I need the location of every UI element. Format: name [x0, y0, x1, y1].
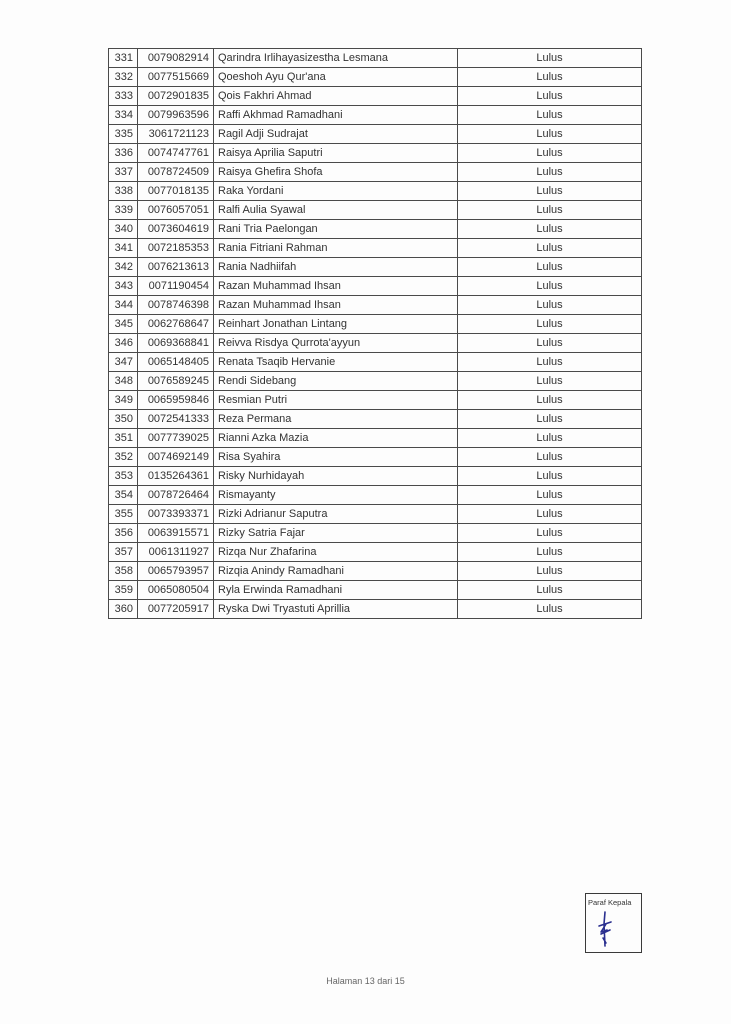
student-name-cell: Rizky Satria Fajar: [214, 524, 458, 543]
student-results-table: [108, 48, 642, 619]
student-name-cell: Rendi Sidebang: [214, 372, 458, 391]
status-cell: Lulus: [458, 144, 642, 163]
status-cell: Lulus: [458, 220, 642, 239]
student-name-cell: Rismayanty: [214, 486, 458, 505]
status-cell: Lulus: [458, 391, 642, 410]
row-number-cell: 331: [109, 49, 138, 68]
table-row: [109, 144, 642, 163]
nisn-cell: 0065793957: [138, 562, 214, 581]
nisn-cell: 0079082914: [138, 49, 214, 68]
status-cell: Lulus: [458, 125, 642, 144]
row-number-cell: 332: [109, 68, 138, 87]
row-number-cell: 351: [109, 429, 138, 448]
nisn-cell: 0077205917: [138, 600, 214, 619]
status-cell: Lulus: [458, 87, 642, 106]
student-name-cell: Rania Nadhiifah: [214, 258, 458, 277]
nisn-cell: 0078726464: [138, 486, 214, 505]
table-row: [109, 258, 642, 277]
table-row: [109, 239, 642, 258]
status-cell: Lulus: [458, 448, 642, 467]
row-number-cell: 356: [109, 524, 138, 543]
status-cell: Lulus: [458, 581, 642, 600]
nisn-cell: 0078746398: [138, 296, 214, 315]
nisn-cell: 0065148405: [138, 353, 214, 372]
paraf-label: Paraf Kepala: [588, 898, 632, 907]
table-row: [109, 220, 642, 239]
student-name-cell: Renata Tsaqib Hervanie: [214, 353, 458, 372]
student-name-cell: Ryska Dwi Tryastuti Aprillia: [214, 600, 458, 619]
nisn-cell: 0076213613: [138, 258, 214, 277]
student-name-cell: Risky Nurhidayah: [214, 467, 458, 486]
status-cell: Lulus: [458, 562, 642, 581]
row-number-cell: 333: [109, 87, 138, 106]
row-number-cell: 355: [109, 505, 138, 524]
table-row: [109, 600, 642, 619]
student-name-cell: Resmian Putri: [214, 391, 458, 410]
nisn-cell: 0077515669: [138, 68, 214, 87]
student-name-cell: Rani Tria Paelongan: [214, 220, 458, 239]
row-number-cell: 353: [109, 467, 138, 486]
student-name-cell: Razan Muhammad Ihsan: [214, 296, 458, 315]
table-row: [109, 201, 642, 220]
status-cell: Lulus: [458, 353, 642, 372]
status-cell: Lulus: [458, 486, 642, 505]
table-row: [109, 524, 642, 543]
row-number-cell: 346: [109, 334, 138, 353]
status-cell: Lulus: [458, 505, 642, 524]
table-row: [109, 467, 642, 486]
student-name-cell: Ryla Erwinda Ramadhani: [214, 581, 458, 600]
row-number-cell: 341: [109, 239, 138, 258]
student-name-cell: Raisya Aprilia Saputri: [214, 144, 458, 163]
row-number-cell: 342: [109, 258, 138, 277]
page-number: Halaman 13 dari 15: [326, 976, 405, 986]
status-cell: Lulus: [458, 410, 642, 429]
status-cell: Lulus: [458, 334, 642, 353]
student-name-cell: Ralfi Aulia Syawal: [214, 201, 458, 220]
status-cell: Lulus: [458, 68, 642, 87]
nisn-cell: 0072541333: [138, 410, 214, 429]
row-number-cell: 347: [109, 353, 138, 372]
student-name-cell: Reza Permana: [214, 410, 458, 429]
nisn-cell: 0077018135: [138, 182, 214, 201]
table-row: [109, 182, 642, 201]
student-name-cell: Rania Fitriani Rahman: [214, 239, 458, 258]
student-name-cell: Rianni Azka Mazia: [214, 429, 458, 448]
student-name-cell: Qois Fakhri Ahmad: [214, 87, 458, 106]
signature-icon: [594, 910, 616, 948]
row-number-cell: 334: [109, 106, 138, 125]
status-cell: Lulus: [458, 467, 642, 486]
nisn-cell: 0074747761: [138, 144, 214, 163]
nisn-cell: 0076057051: [138, 201, 214, 220]
table-row: [109, 125, 642, 144]
student-name-cell: Raffi Akhmad Ramadhani: [214, 106, 458, 125]
nisn-cell: 0077739025: [138, 429, 214, 448]
table-row: [109, 277, 642, 296]
nisn-cell: 0079963596: [138, 106, 214, 125]
table-row: [109, 486, 642, 505]
status-cell: Lulus: [458, 372, 642, 391]
nisn-cell: 0069368841: [138, 334, 214, 353]
table-row: [109, 391, 642, 410]
row-number-cell: 358: [109, 562, 138, 581]
nisn-cell: 0076589245: [138, 372, 214, 391]
table-row: [109, 505, 642, 524]
row-number-cell: 339: [109, 201, 138, 220]
nisn-cell: 0072901835: [138, 87, 214, 106]
status-cell: Lulus: [458, 543, 642, 562]
row-number-cell: 360: [109, 600, 138, 619]
status-cell: Lulus: [458, 163, 642, 182]
nisn-cell: 0063915571: [138, 524, 214, 543]
status-cell: Lulus: [458, 239, 642, 258]
nisn-cell: 0071190454: [138, 277, 214, 296]
status-cell: Lulus: [458, 49, 642, 68]
nisn-cell: 3061721123: [138, 125, 214, 144]
table-row: [109, 410, 642, 429]
status-cell: Lulus: [458, 524, 642, 543]
row-number-cell: 359: [109, 581, 138, 600]
status-cell: Lulus: [458, 600, 642, 619]
nisn-cell: 0065080504: [138, 581, 214, 600]
status-cell: Lulus: [458, 315, 642, 334]
row-number-cell: 352: [109, 448, 138, 467]
status-cell: Lulus: [458, 429, 642, 448]
student-name-cell: Reinhart Jonathan Lintang: [214, 315, 458, 334]
row-number-cell: 357: [109, 543, 138, 562]
row-number-cell: 354: [109, 486, 138, 505]
row-number-cell: 337: [109, 163, 138, 182]
table-row: [109, 372, 642, 391]
row-number-cell: 343: [109, 277, 138, 296]
row-number-cell: 348: [109, 372, 138, 391]
table-row: [109, 562, 642, 581]
table-row: [109, 87, 642, 106]
nisn-cell: 0074692149: [138, 448, 214, 467]
table-row: [109, 49, 642, 68]
row-number-cell: 350: [109, 410, 138, 429]
student-name-cell: Rizqa Nur Zhafarina: [214, 543, 458, 562]
row-number-cell: 336: [109, 144, 138, 163]
nisn-cell: 0061311927: [138, 543, 214, 562]
row-number-cell: 335: [109, 125, 138, 144]
student-name-cell: Qoeshoh Ayu Qur'ana: [214, 68, 458, 87]
status-cell: Lulus: [458, 201, 642, 220]
table-row: [109, 296, 642, 315]
paraf-kepala-box: [585, 893, 642, 953]
table-row: [109, 581, 642, 600]
row-number-cell: 345: [109, 315, 138, 334]
nisn-cell: 0065959846: [138, 391, 214, 410]
row-number-cell: 338: [109, 182, 138, 201]
student-name-cell: Rizqia Anindy Ramadhani: [214, 562, 458, 581]
table-row: [109, 448, 642, 467]
student-name-cell: Qarindra Irlihayasizestha Lesmana: [214, 49, 458, 68]
status-cell: Lulus: [458, 258, 642, 277]
table-row: [109, 334, 642, 353]
status-cell: Lulus: [458, 277, 642, 296]
table-row: [109, 353, 642, 372]
status-cell: Lulus: [458, 296, 642, 315]
nisn-cell: 0073604619: [138, 220, 214, 239]
status-cell: Lulus: [458, 182, 642, 201]
nisn-cell: 0072185353: [138, 239, 214, 258]
row-number-cell: 340: [109, 220, 138, 239]
student-name-cell: Reivva Risdya Qurrota'ayyun: [214, 334, 458, 353]
nisn-cell: 0062768647: [138, 315, 214, 334]
table-row: [109, 429, 642, 448]
nisn-cell: 0135264361: [138, 467, 214, 486]
student-name-cell: Razan Muhammad Ihsan: [214, 277, 458, 296]
student-name-cell: Raisya Ghefira Shofa: [214, 163, 458, 182]
table-row: [109, 106, 642, 125]
table-row: [109, 543, 642, 562]
student-name-cell: Rizki Adrianur Saputra: [214, 505, 458, 524]
table-row: [109, 315, 642, 334]
table-row: [109, 163, 642, 182]
nisn-cell: 0073393371: [138, 505, 214, 524]
nisn-cell: 0078724509: [138, 163, 214, 182]
student-name-cell: Raka Yordani: [214, 182, 458, 201]
table-row: [109, 68, 642, 87]
table-body: [109, 49, 642, 619]
row-number-cell: 349: [109, 391, 138, 410]
student-name-cell: Risa Syahira: [214, 448, 458, 467]
student-name-cell: Ragil Adji Sudrajat: [214, 125, 458, 144]
row-number-cell: 344: [109, 296, 138, 315]
status-cell: Lulus: [458, 106, 642, 125]
